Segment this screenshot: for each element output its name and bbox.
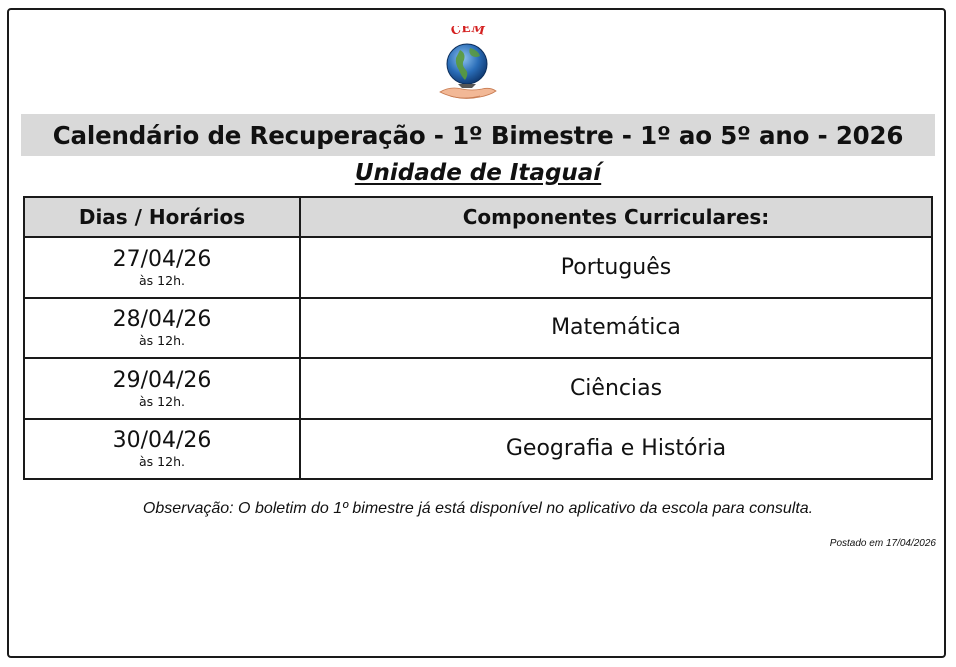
exam-time: às 12h. [139, 454, 185, 470]
date-cell [24, 237, 300, 298]
header-days-times: Dias / Horários [24, 197, 300, 237]
date-cell [24, 419, 300, 480]
schedule-table [23, 196, 933, 480]
observation-note: Observação: O boletim do 1º bimestre já está disponível no aplicativo da escola para consulta. [142, 500, 814, 517]
globe-hand-logo-icon [436, 26, 500, 108]
exam-time: às 12h. [139, 393, 185, 409]
subject-cell: Português [300, 237, 932, 298]
posted-date: Postado em 17/04/2026 [829, 538, 936, 549]
subject-cell: Ciências [300, 358, 932, 419]
subject-cell: Geografia e História [300, 419, 932, 480]
exam-date: 27/04/26 [112, 246, 212, 272]
school-logo [436, 26, 500, 108]
exam-time: às 12h. [139, 333, 185, 349]
table-row [24, 358, 932, 419]
exam-time: às 12h. [139, 272, 185, 288]
table-row [24, 419, 932, 480]
table-header-row [24, 197, 932, 237]
exam-date: 29/04/26 [112, 367, 212, 393]
page-title: Calendário de Recuperação - 1º Bimestre - 1º ao 5º ano - 2026 [52, 120, 904, 150]
exam-date: 28/04/26 [112, 307, 212, 333]
unit-subtitle: Unidade de Itaguaí [354, 160, 602, 186]
svg-text:CEM: CEM [449, 26, 487, 38]
table-row [24, 237, 932, 298]
exam-date: 30/04/26 [112, 428, 212, 454]
header-subjects: Componentes Curriculares: [300, 197, 932, 237]
title-banner [21, 114, 935, 156]
subject-cell: Matemática [300, 298, 932, 359]
date-cell [24, 358, 300, 419]
table-row [24, 298, 932, 359]
date-cell [24, 298, 300, 359]
